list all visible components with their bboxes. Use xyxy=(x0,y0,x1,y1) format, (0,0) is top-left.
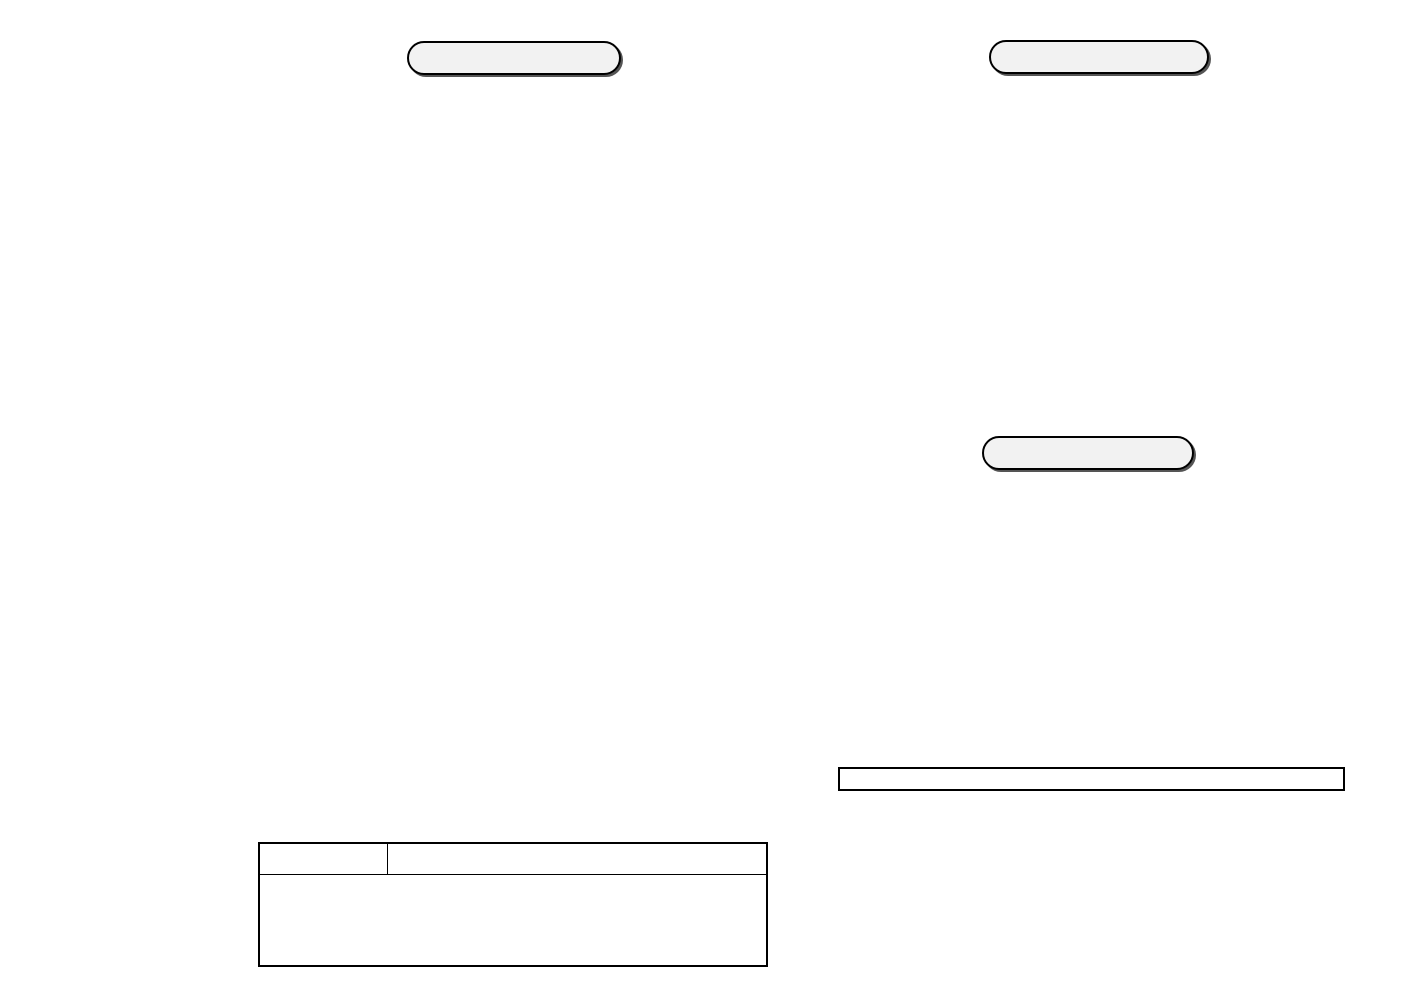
wednesday-service-title xyxy=(982,436,1194,470)
statistics-title xyxy=(839,768,1344,790)
committee-box xyxy=(258,842,768,967)
sunday-service-title xyxy=(407,41,621,75)
sunday-praise-title xyxy=(989,40,1209,74)
weekly-statistics-table xyxy=(838,767,1345,791)
